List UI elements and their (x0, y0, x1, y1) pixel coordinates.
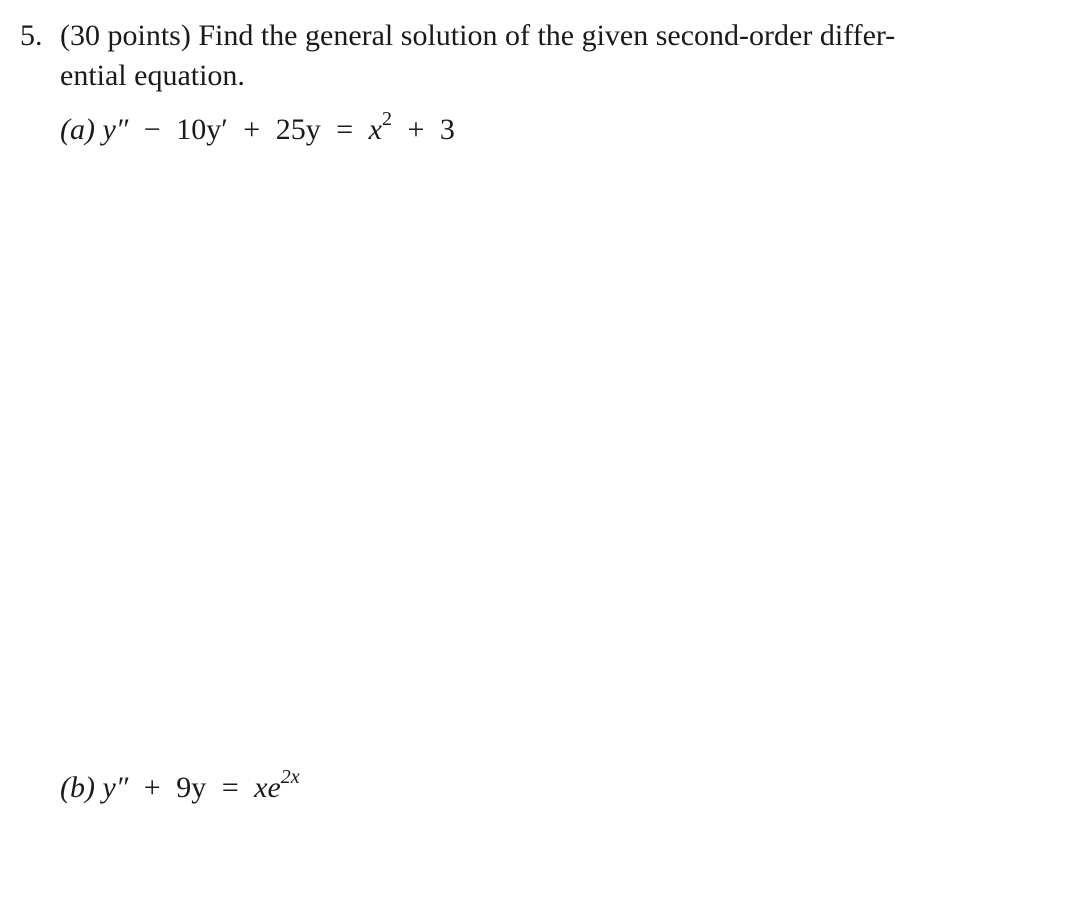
part-a-term-3: 25y (275, 113, 321, 146)
part-b-answer-space (60, 820, 1060, 910)
part-b-label: (b) (60, 771, 95, 804)
part-b-term-1: y″ (102, 771, 129, 804)
part-a-operator-2: + (243, 113, 261, 146)
part-a-equals: = (336, 113, 354, 146)
problem-points: (30 points) (60, 19, 191, 52)
part-b-rhs-base: xe (254, 771, 281, 804)
problem-statement (20, 16, 1060, 96)
problem-line-2: ential equation. (60, 59, 245, 92)
part-a-rhs-exponent: 2 (381, 108, 392, 130)
part-b-equation (60, 768, 300, 808)
part-b-rhs-exponent: 2x (280, 766, 300, 788)
problem-line-1 (20, 16, 1060, 56)
part-b-equals: = (221, 771, 239, 804)
part-b-term-2: 9y (176, 771, 207, 804)
part-a-operator-1: − (143, 113, 161, 146)
problem-instruction: Find the general solution of the given second-order differ- (198, 19, 896, 52)
part-a-rhs-constant: 3 (439, 113, 455, 146)
problem-number: 5. (20, 19, 43, 52)
part-a-answer-space (60, 160, 1060, 750)
part-b-operator-1: + (143, 771, 161, 804)
part-a-equation (60, 110, 455, 150)
part-a-label: (a) (60, 113, 95, 146)
part-a-term-2: 10y′ (176, 113, 228, 146)
part-a-operator-3: + (407, 113, 425, 146)
part-a-rhs-base: x (368, 113, 382, 146)
part-a-term-1: y″ (102, 113, 129, 146)
